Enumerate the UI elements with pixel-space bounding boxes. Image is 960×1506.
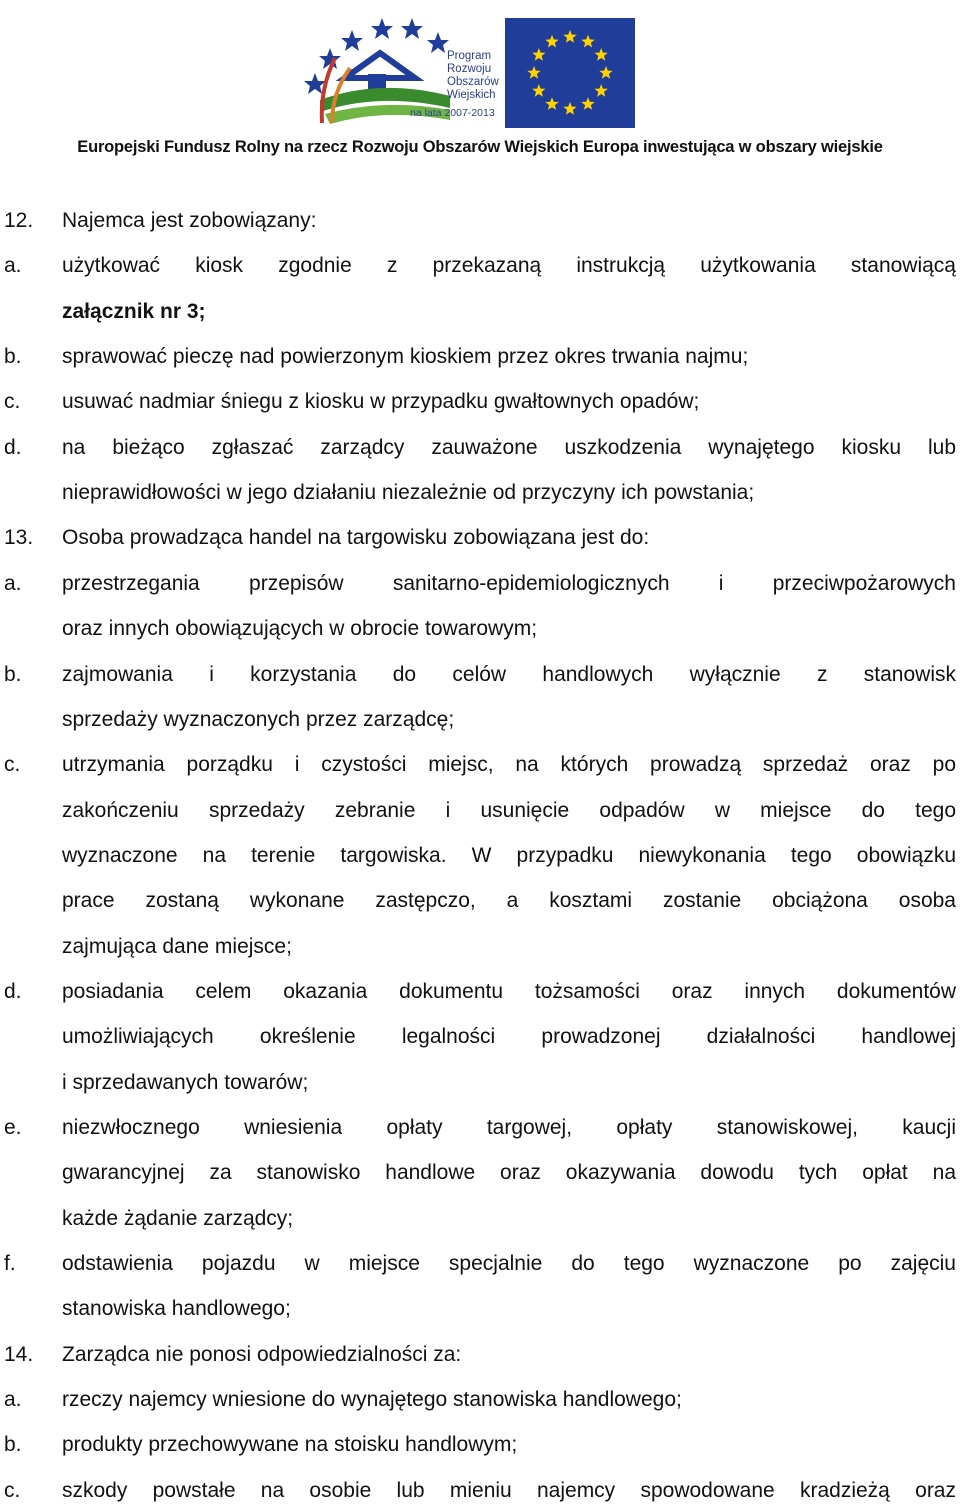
logo-line: Wiejskich: [447, 89, 496, 101]
line-text: i sprzedawanych towarów;: [62, 1071, 309, 1094]
document-line: [0, 1340, 960, 1370]
document-line: [0, 297, 960, 327]
line-text: Najemca jest zobowiązany:: [62, 209, 317, 232]
document-line: [0, 932, 960, 962]
list-marker: a.: [4, 1388, 22, 1411]
logo-line: Obszarów: [447, 76, 499, 88]
line-text: sprzedaży wyznaczonych przez zarządcę;: [62, 708, 455, 731]
document-line: [0, 614, 960, 644]
logo-line: Program: [447, 50, 492, 62]
line-text: odstawienia pojazdu w miejsce specjalnie do tego wyznaczone po zajęciu: [62, 1252, 956, 1275]
document-line: [0, 841, 960, 871]
document-line: [0, 1113, 960, 1143]
document-line: [0, 478, 960, 508]
document-line: [0, 1430, 960, 1460]
list-marker: a.: [4, 572, 22, 595]
list-marker: 13.: [4, 526, 34, 549]
logo-line: Rozwoju: [447, 63, 492, 75]
document-line: [0, 206, 960, 236]
line-text: każde żądanie zarządcy;: [62, 1207, 294, 1230]
document-line: [0, 523, 960, 553]
document-line: [0, 705, 960, 735]
list-marker: d.: [4, 980, 22, 1003]
document-line: [0, 251, 960, 281]
document-line: [0, 342, 960, 372]
document-line: [0, 1476, 960, 1506]
document-line: [0, 750, 960, 780]
line-text: użytkować kiosk zgodnie z przekazaną instrukcją użytkowania stanowiącą: [62, 254, 956, 277]
line-text: gwarancyjnej za stanowisko handlowe oraz okazywania dowodu tych opłat na: [62, 1161, 956, 1184]
line-text: stanowiska handlowego;: [62, 1297, 291, 1320]
line-text: szkody powstałe na osobie lub mieniu najemcy spowodowane kradzieżą oraz: [62, 1479, 956, 1502]
document-header: [0, 0, 960, 170]
list-marker: c.: [4, 1479, 21, 1502]
line-text: umożliwiających określenie legalności prowadzonej działalności handlowej: [62, 1025, 956, 1048]
document-line: [0, 796, 960, 826]
line-text: zajmowania i korzystania do celów handlowych wyłącznie z stanowisk: [62, 663, 956, 686]
line-text: prace zostaną wykonane zastępczo, a kosztami zostanie obciążona osoba: [62, 889, 956, 912]
list-marker: b.: [4, 1433, 22, 1456]
list-marker: 12.: [4, 209, 34, 232]
document-line: [0, 433, 960, 463]
document-line: [0, 1022, 960, 1052]
document-line: [0, 886, 960, 916]
document-line: [0, 1068, 960, 1098]
document-line: [0, 569, 960, 599]
eu-flag-logo: [505, 18, 635, 128]
line-text: rzeczy najemcy wniesione do wynajętego stanowiska handlowego;: [62, 1388, 682, 1411]
document-line: [0, 1249, 960, 1279]
list-marker: c.: [4, 753, 21, 776]
list-marker: e.: [4, 1116, 22, 1139]
document-line: [0, 1158, 960, 1188]
line-text: wyznaczone na terenie targowiska. W przypadku niewykonania tego obowiązku: [62, 844, 956, 867]
line-text: zakończeniu sprzedaży zebranie i usunięcie odpadów w miejsce do tego: [62, 799, 956, 822]
line-text: Zarządca nie ponosi odpowiedzialności za:: [62, 1343, 462, 1366]
line-text: zajmująca dane miejsce;: [62, 935, 292, 958]
line-text: produkty przechowywane na stoisku handlowym;: [62, 1433, 518, 1456]
document-line: [0, 660, 960, 690]
line-text: na bieżąco zgłaszać zarządcy zauważone uszkodzenia wynajętego kiosku lub: [62, 436, 956, 459]
line-text: oraz innych obowiązujących w obrocie towarowym;: [62, 617, 538, 640]
line-text: załącznik nr 3;: [62, 300, 206, 323]
line-text: utrzymania porządku i czystości miejsc, na których prowadzą sprzedaż oraz po: [62, 753, 956, 776]
list-marker: 14.: [4, 1343, 34, 1366]
list-marker: f.: [4, 1252, 16, 1275]
document-line: [0, 387, 960, 417]
line-text: przestrzegania przepisów sanitarno-epidemiologicznych i przeciwpożarowych: [62, 572, 956, 595]
line-text: sprawować pieczę nad powierzonym kioskiem przez okres trwania najmu;: [62, 345, 749, 368]
line-text: nieprawidłowości w jego działaniu niezależnie od przyczyny ich powstania;: [62, 481, 755, 504]
line-text: posiadania celem okazania dokumentu tożsamości oraz innych dokumentów: [62, 980, 956, 1003]
line-text: Osoba prowadząca handel na targowisku zobowiązana jest do:: [62, 526, 650, 549]
list-marker: a.: [4, 254, 22, 277]
prow-logo-text: [447, 50, 499, 102]
logo-years: na lata 2007-2013: [410, 107, 495, 119]
list-marker: c.: [4, 390, 21, 413]
line-text: usuwać nadmiar śniegu z kiosku w przypadku gwałtownych opadów;: [62, 390, 700, 413]
line-text: niezwłocznego wniesienia opłaty targowej, opłaty stanowiskowej, kaucji: [62, 1116, 956, 1139]
list-marker: d.: [4, 436, 22, 459]
funding-caption: Europejski Fundusz Rolny na rzecz Rozwoju Obszarów Wiejskich Europa inwestująca w obszary wiejskie: [77, 138, 883, 156]
document-line: [0, 977, 960, 1007]
document-line: [0, 1385, 960, 1415]
document-line: [0, 1204, 960, 1234]
list-marker: b.: [4, 663, 22, 686]
list-marker: b.: [4, 345, 22, 368]
document-line: [0, 1294, 960, 1324]
